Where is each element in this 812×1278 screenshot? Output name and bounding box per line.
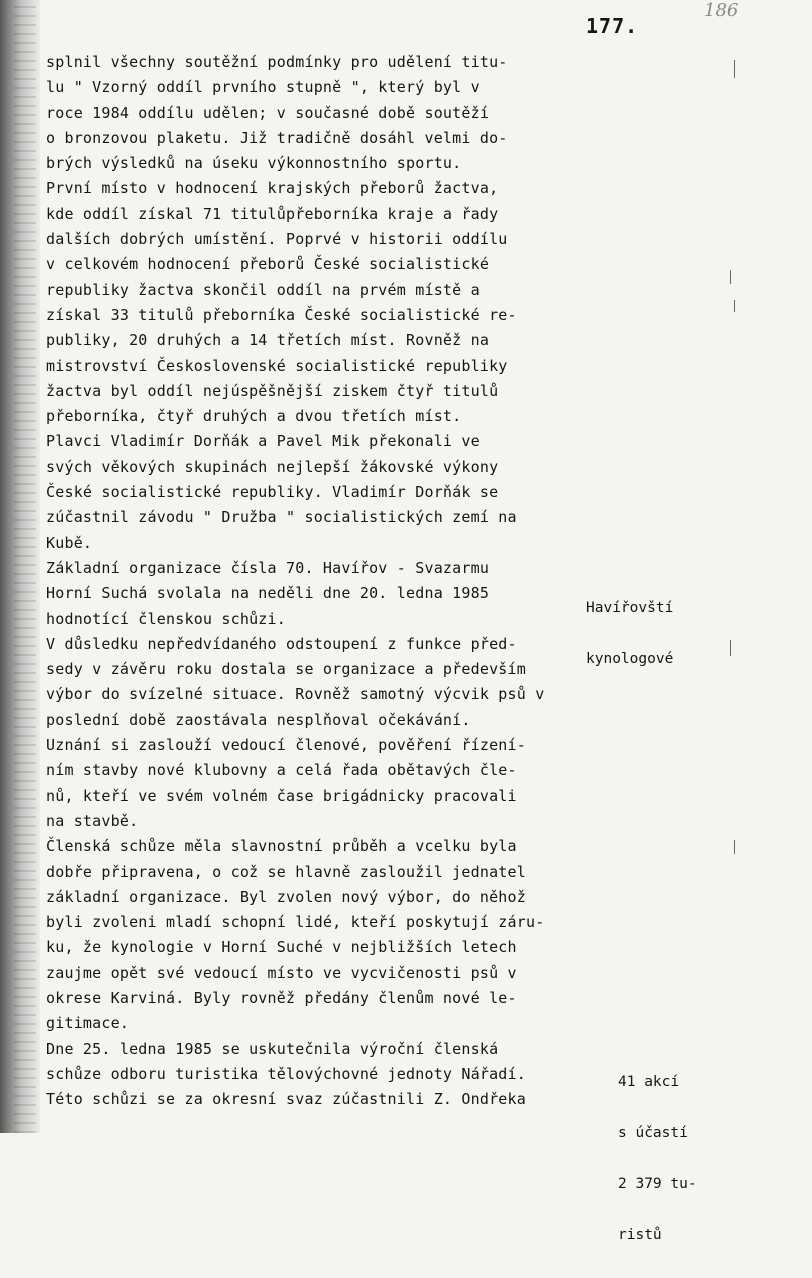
margin-note-line: kynologové <box>586 651 674 667</box>
text-line: nů, kteří ve svém volném čase brigádnicky pracovali <box>46 786 517 805</box>
text-line: poslední době zaostávala nesplňoval očekávání. <box>46 710 471 729</box>
text-line: splnil všechny soutěžní podmínky pro udělení titu- <box>46 53 508 71</box>
text-line: Horní Suchá svolala na neděli dne 20. ledna 1985 <box>46 584 490 603</box>
text-line: Základní organizace čísla 70. Havířov - Svazarmu <box>46 558 490 577</box>
text-line: na stavbě. <box>46 811 139 830</box>
text-line: Plavci Vladimír Dorňák a Pavel Mik překonali ve <box>46 432 480 451</box>
text-line: základní organizace. Byl zvolen nový výbor, do něhož <box>46 887 526 906</box>
text-line: lu " Vzorný oddíl prvního stupně ", který byl v <box>46 78 480 97</box>
margin-mark <box>734 60 735 78</box>
text-line: zúčastnil závodu " Družba " socialistických zemí na <box>46 508 517 527</box>
text-line: mistrovství Československé socialistické republiky <box>46 356 508 375</box>
margin-note-line: 41 akcí <box>618 1074 680 1090</box>
text-line: České socialistické republiky. Vladimír Dorňák se <box>46 483 499 502</box>
text-line: sedy v závěru roku dostala se organizace a především <box>46 660 526 679</box>
text-line: dalších dobrých umístění. Poprvé v historii oddílu <box>46 230 508 249</box>
margin-note-turiste <box>618 1040 697 1278</box>
text-line: Kubě. <box>46 533 93 552</box>
text-line: První místo v hodnocení krajských přeborů žactva, <box>46 179 499 198</box>
text-line: roce 1984 oddílu udělen; v současné době soutěží <box>46 103 490 122</box>
text-line: získal 33 titulů přeborníka České socialistické re- <box>46 305 517 324</box>
margin-note-line: s účastí <box>618 1125 688 1141</box>
text-line: Uznání si zaslouží vedoucí členové, pověření řízení- <box>46 736 526 755</box>
text-line: o bronzovou plaketu. Již tradičně dosáhl velmi do- <box>46 128 508 147</box>
margin-mark <box>734 840 735 854</box>
margin-note-line: ristů <box>618 1227 662 1243</box>
text-line: gitimace. <box>46 1014 130 1033</box>
body-text <box>46 50 586 1112</box>
text-line: v celkovém hodnocení přeborů České socialistické <box>46 255 490 274</box>
margin-note-line: Havířovští <box>586 600 674 616</box>
text-line: Této schůzi se za okresní svaz zúčastnili Z. Ondřeka <box>46 1090 526 1109</box>
text-line: ním stavby nové klubovny a celá řada obětavých čle- <box>46 761 517 780</box>
text-line: publiky, 20 druhých a 14 třetích míst. Rovněž na <box>46 331 490 350</box>
margin-mark <box>730 640 731 656</box>
text-line: zaujme opět své vedoucí místo ve vycvičenosti psů v <box>46 963 517 982</box>
text-line: V důsledku nepředvídaného odstoupení z funkce před- <box>46 634 517 653</box>
margin-note-kynologove <box>586 566 673 702</box>
text-line: brých výsledků na úseku výkonnostního sportu. <box>46 154 462 173</box>
text-line: Dne 25. ledna 1985 se uskutečnila výroční členská <box>46 1039 499 1058</box>
text-line: přeborníka, čtyř druhých a dvou třetích míst. <box>46 407 462 426</box>
text-line: hodnotící členskou schůzi. <box>46 609 286 628</box>
text-line: svých věkových skupinách nejlepší žákovské výkony <box>46 457 499 476</box>
margin-note-line: 2 379 tu- <box>618 1176 697 1192</box>
binding-perforation <box>14 0 36 1133</box>
text-line: kde oddíl získal 71 titulůpřeborníka kraje a řady <box>46 204 499 223</box>
text-line: schůze odboru turistika tělovýchovné jednoty Nářadí. <box>46 1064 526 1083</box>
text-line: výbor do svízelné situace. Rovněž samotný výcvik psů v <box>46 685 545 704</box>
margin-mark <box>734 300 735 312</box>
text-line: žactva byl oddíl nejúspěšnější ziskem čtyř titulů <box>46 381 499 400</box>
text-line: dobře připravena, o což se hlavně zasloužil jednatel <box>46 862 526 881</box>
text-line: okrese Karviná. Byly rovněž předány členům nové le- <box>46 988 517 1007</box>
text-line: republiky žactva skončil oddíl na prvém místě a <box>46 280 480 299</box>
text-line: Členská schůze měla slavnostní průběh a vcelku byla <box>46 837 517 856</box>
archive-page-number: 186 <box>704 0 739 21</box>
text-line: byli zvoleni mladí schopní lidé, kteří poskytují záru- <box>46 913 545 932</box>
page-number: 177. <box>586 14 639 38</box>
text-line: ku, že kynologie v Horní Suché v nejbližších letech <box>46 938 517 957</box>
margin-mark <box>730 270 731 284</box>
